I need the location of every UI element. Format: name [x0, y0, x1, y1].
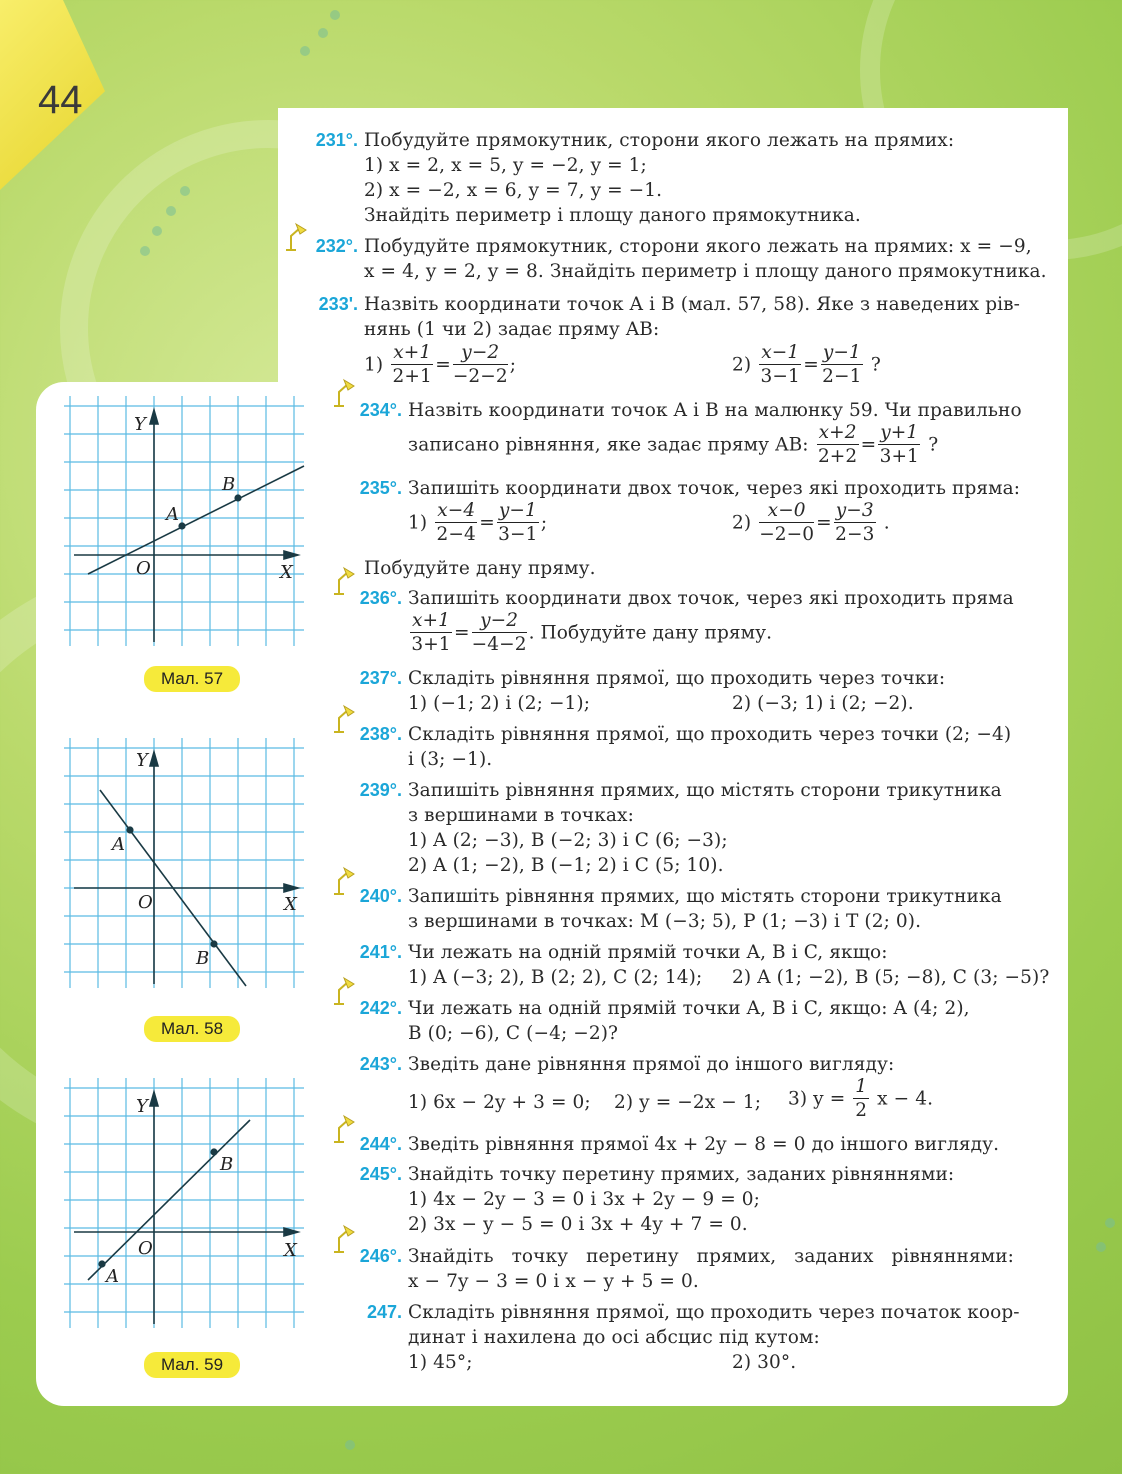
problem-number: 239°. — [359, 780, 402, 800]
problem-text: Складіть рівняння прямої, що проходить через точки (2; −4) — [408, 724, 1012, 745]
origin-label: O — [138, 892, 153, 913]
problem-text: 2) A (1; −2), B (−1; 2) і C (5; 10). — [408, 855, 724, 876]
point-a-label: A — [106, 1266, 119, 1287]
problem-text: Знайдіть точку перетину прямих, заданих рівняннями: — [408, 1164, 955, 1185]
problem-number: 231°. — [315, 130, 358, 150]
punctuation: ; — [540, 512, 548, 534]
figure-58-caption: Мал. 58 — [144, 1016, 240, 1042]
point-a-label: A — [166, 504, 179, 525]
denominator: 3+1 — [879, 446, 919, 467]
point-a-label: A — [112, 834, 125, 855]
problem-text: Запишіть координати двох точок, через які проходить пряма — [408, 588, 1014, 609]
option-2: 2) A (1; −2), B (5; −8), C (3; −5)? — [732, 967, 1050, 988]
fraction — [878, 422, 920, 469]
problem-text: динат і нахилена до осі абсцис під кутом: — [408, 1327, 820, 1348]
numerator: y−2 — [453, 342, 508, 365]
x-axis-label: X — [280, 562, 293, 583]
y-axis-label: Y — [134, 414, 146, 435]
problem-text: 2) x = −2, x = 6, y = 7, y = −1. — [364, 180, 663, 201]
punctuation: ; — [509, 354, 517, 376]
denominator: 3+1 — [411, 634, 451, 655]
fraction — [821, 342, 863, 389]
problem-number: 236°. — [359, 588, 402, 608]
fraction — [435, 500, 477, 547]
problem-number: 240°. — [359, 886, 402, 906]
option-2: 2) y = −2x − 1; — [614, 1092, 762, 1113]
fraction — [391, 342, 433, 389]
problem-text: і (3; −1). — [408, 749, 493, 770]
fraction — [817, 422, 859, 469]
equation-line: записано рівняння, яке задає пряму AB: $\frac{x+2}{2+2}$ = $\frac{y+1}{3+1}$ ? — [408, 422, 939, 467]
problem-text: Складіть рівняння прямої, що проходить через початок коор- — [408, 1302, 1020, 1323]
punctuation: ? — [928, 434, 939, 456]
point-b-label: B — [196, 948, 210, 969]
x-axis-label: X — [284, 894, 297, 915]
denominator: 2 — [855, 1100, 868, 1121]
problem-number: 246°. — [359, 1246, 402, 1266]
figure-57-caption: Мал. 57 — [144, 666, 240, 692]
problem-text: записано рівняння, яке задає пряму AB: — [408, 434, 809, 456]
fraction — [472, 610, 527, 657]
problem-text: Назвіть координати точок A і B на малюнку 59. Чи правильно — [408, 400, 1022, 421]
problem-number: 244°. — [359, 1134, 402, 1154]
denominator: 2+2 — [817, 446, 858, 467]
option-2: 2) (−3; 1) і (2; −2). — [732, 693, 914, 714]
problem-text: B (0; −6), C (−4; −2)? — [408, 1023, 619, 1044]
problem-text: 1) x = 2, x = 5, y = −2, y = 1; — [364, 155, 647, 176]
problem-text: 2) 3x − y − 5 = 0 і 3x + 4y + 7 = 0. — [408, 1214, 748, 1235]
numerator: x−0 — [759, 500, 814, 523]
problem-number: 241°. — [359, 942, 402, 962]
problem-number: 245°. — [359, 1164, 402, 1184]
problem-text: . Побудуйте дану пряму. — [528, 622, 773, 644]
problem-number: 234°. — [359, 400, 402, 420]
problem-number: 242°. — [359, 998, 402, 1018]
problem-number: 237°. — [359, 668, 402, 688]
numerator: y−2 — [472, 610, 527, 633]
option-3 — [788, 1076, 933, 1123]
problem-text: Складіть рівняння прямої, що проходить через точки: — [408, 668, 946, 689]
problem-number: 243°. — [359, 1054, 402, 1074]
denominator: −2−2 — [452, 366, 508, 387]
problem-text: Запишіть рівняння прямих, що містять сторони трикутника — [408, 780, 1002, 801]
option-label: 3) y = — [788, 1088, 846, 1110]
option-2: 2) $\frac{x-1}{3-1}$ = $\frac{y-1}{2-1}$ ? — [732, 342, 881, 387]
y-axis-label: Y — [136, 750, 148, 771]
equation-line: $\frac{x+1}{3+1}$ = $\frac{y-2}{-4-2}$ . Побудуйте дану пряму. — [411, 610, 773, 655]
point-b-label: B — [222, 474, 236, 495]
page-number: 44 — [38, 78, 83, 122]
numerator: x−1 — [761, 342, 800, 363]
numerator: y−1 — [498, 500, 537, 521]
fraction — [853, 1076, 869, 1123]
numerator: y+1 — [880, 422, 919, 443]
point-b-label: B — [220, 1154, 234, 1175]
denominator: 2+1 — [392, 366, 432, 387]
problem-text: Побудуйте прямокутник, сторони якого лежать на прямих: x = −9, — [364, 236, 1032, 257]
option-1: 1) $\frac{x+1}{2+1}$ = $\frac{y-2}{-2-2}$ ; — [364, 342, 517, 387]
fraction — [759, 500, 814, 547]
denominator: 2−1 — [822, 366, 862, 387]
problem-number: 247. — [366, 1302, 402, 1322]
option-1: 1) 6x − 2y + 3 = 0; — [408, 1092, 591, 1113]
option-2: 2) 30°. — [732, 1352, 797, 1373]
x-axis-label: X — [284, 1240, 297, 1261]
problem-text: x = 4, y = 2, y = 8. Знайдіть периметр і площу даного прямокутника. — [364, 261, 1047, 282]
numerator: x+1 — [412, 610, 451, 631]
problem-text: Запишіть рівняння прямих, що містять сторони трикутника — [408, 886, 1002, 907]
option-text: x − 4. — [877, 1088, 934, 1110]
denominator: −2−0 — [759, 524, 815, 545]
option-label: 1) — [364, 354, 384, 376]
problem-text: Знайдіть точку перетину прямих, заданих рівняннями: — [408, 1246, 1015, 1267]
problem-text: Зведіть дане рівняння прямої до іншого вигляду: — [408, 1054, 895, 1075]
option-label: 1) — [408, 512, 428, 534]
numerator: x+1 — [393, 342, 432, 363]
option-label: 2) — [732, 512, 752, 534]
option-1: 1) (−1; 2) і (2; −1); — [408, 693, 591, 714]
origin-label: O — [138, 1238, 153, 1259]
numerator: y−1 — [822, 342, 861, 363]
problem-text: з вершинами в точках: M (−3; 5), P (1; −3) і T (2; 0). — [408, 911, 922, 932]
problem-text: 1) 4x − 2y − 3 = 0 і 3x + 2y − 9 = 0; — [408, 1189, 760, 1210]
numerator: y−3 — [835, 500, 874, 521]
numerator: x−4 — [437, 500, 476, 521]
problem-text: Чи лежать на одній прямій точки A, B і C, якщо: A (4; 2), — [408, 998, 970, 1019]
denominator: 2−3 — [835, 524, 875, 545]
fraction — [759, 342, 801, 389]
problem-text: 1) A (2; −3), B (−2; 3) і C (6; −3); — [408, 830, 728, 851]
option-1: 1) A (−3; 2), B (2; 2), C (2; 14); — [408, 967, 703, 988]
punctuation: . — [883, 512, 890, 534]
option-1: 1) $\frac{x-4}{2-4}$ = $\frac{y-1}{3-1}$ ; — [408, 500, 548, 545]
problem-text: Побудуйте прямокутник, сторони якого лежать на прямих: — [364, 130, 955, 151]
punctuation: ? — [870, 354, 881, 376]
denominator: 2−4 — [436, 524, 476, 545]
denominator: −4−2 — [471, 634, 527, 655]
fraction — [453, 342, 508, 389]
problem-number: 232°. — [315, 236, 358, 256]
problem-number: 233'. — [318, 294, 358, 314]
problem-text: x − 7y − 3 = 0 і x − y + 5 = 0. — [408, 1271, 699, 1292]
problem-text: з вершинами в точках: — [408, 805, 634, 826]
fraction — [834, 500, 876, 547]
fraction — [497, 500, 539, 547]
origin-label: O — [136, 558, 151, 579]
problem-text: нянь (1 чи 2) задає пряму AB: — [364, 319, 660, 340]
numerator: 1 — [855, 1076, 868, 1097]
problem-text: Чи лежать на одній прямій точки A, B і C, якщо: — [408, 942, 888, 963]
problem-text: Побудуйте дану пряму. — [364, 558, 596, 579]
denominator: 3−1 — [760, 366, 800, 387]
option-label: 2) — [732, 354, 752, 376]
problem-number: 235°. — [359, 478, 402, 498]
numerator: x+2 — [818, 422, 857, 443]
problem-text: Зведіть рівняння прямої 4x + 2y − 8 = 0 до іншого вигляду. — [408, 1134, 1000, 1155]
problem-number: 238°. — [359, 724, 402, 744]
y-axis-label: Y — [136, 1096, 148, 1117]
option-1: 1) 45°; — [408, 1352, 473, 1373]
fraction — [410, 610, 452, 657]
option-2: 2) $\frac{x-0}{-2-0}$ = $\frac{y-3}{2-3}$ . — [732, 500, 890, 545]
problem-text: Запишіть координати двох точок, через які проходить пряма: — [408, 478, 1021, 499]
figure-59-caption: Мал. 59 — [144, 1352, 240, 1378]
problem-text: Назвіть координати точок A і B (мал. 57, 58). Яке з наведених рів- — [364, 294, 1021, 315]
denominator: 3−1 — [498, 524, 538, 545]
problem-text: Знайдіть периметр і площу даного прямокутника. — [364, 205, 861, 226]
